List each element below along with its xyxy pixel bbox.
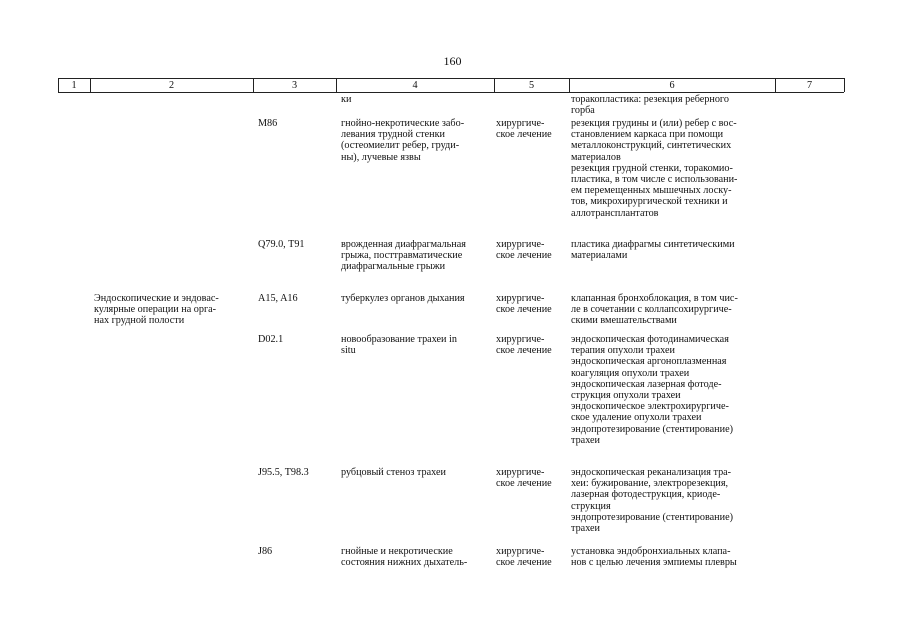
column-header-3: 3	[291, 80, 298, 91]
text-line: резекция грудины и (или) ребер с вос-	[571, 118, 737, 129]
text-line: струкция опухоли трахеи	[571, 390, 681, 402]
text-line: ское лечение	[496, 345, 552, 357]
column-header-1: 1	[71, 80, 77, 91]
text-line: (остеомиелит ребер, груди-	[341, 140, 460, 152]
text-line: ки	[341, 94, 352, 105]
disease-a15	[341, 293, 491, 304]
text-line: струкция	[571, 500, 611, 512]
text-line: ское лечение	[496, 557, 552, 569]
text-line: ское лечение	[496, 129, 552, 141]
col-border	[844, 78, 845, 92]
text-line: ское лечение	[496, 250, 552, 262]
text-line: металлоконструкций, синтетических	[571, 140, 732, 152]
method-m86	[571, 118, 772, 219]
text-line: эндоскопическая реканализация тра-	[571, 467, 732, 478]
text-line: горба	[571, 105, 595, 117]
text-line: эндоскопическая аргоноплазменная	[571, 356, 727, 368]
text-line: новообразование трахеи in	[341, 334, 457, 345]
disease-m86	[341, 118, 491, 163]
text-line: ле в сочетании с коллапсохирургиче-	[571, 304, 732, 316]
text-line: ское лечение	[496, 478, 552, 490]
cont-disease	[341, 94, 491, 105]
code-d02: D02.1	[258, 334, 284, 345]
treatment-j95	[496, 467, 552, 489]
treatment-m86	[496, 118, 552, 140]
column-header-7: 7	[806, 80, 813, 91]
text-line: резекция грудной стенки, торакомио-	[571, 162, 733, 174]
text-line: клапанная бронхоблокация, в том чис-	[571, 293, 738, 304]
code-a15: A15, A16	[258, 293, 298, 304]
text-line: хирургиче-	[496, 239, 545, 250]
code-m86: M86	[258, 118, 278, 129]
text-line: ское удаление опухоли трахеи	[571, 412, 702, 424]
text-line: хеи: бужирование, электрорезекция,	[571, 478, 729, 490]
text-line: рубцовый стеноз трахеи	[341, 467, 446, 478]
method-j86	[571, 546, 772, 568]
disease-q79	[341, 239, 491, 273]
method-d02	[571, 334, 772, 446]
text-line: гнойные и некротические	[341, 546, 453, 557]
column-header-2: 2	[168, 80, 175, 91]
text-line: хирургиче-	[496, 334, 545, 345]
text-line: тов, микрохирургической техники и	[571, 196, 728, 208]
column-header-6: 6	[669, 80, 675, 91]
text-line: становлением каркаса при помощи	[571, 129, 724, 141]
text-line: пластика, в том числе с использовани-	[571, 174, 738, 186]
text-line: врожденная диафрагмальная	[341, 239, 466, 250]
text-line: лазерная фотодеструкция, криоде-	[571, 489, 721, 501]
method-q79	[571, 239, 772, 261]
text-line: туберкулез органов дыхания	[341, 293, 465, 304]
text-line: Эндоскопические и эндовас-	[94, 293, 219, 304]
treatment-q79	[496, 239, 552, 261]
text-line: ны), лучевые язвы	[341, 151, 421, 163]
text-line: диафрагмальные грыжи	[341, 261, 446, 273]
code-q79: Q79.0, T91	[258, 239, 305, 250]
treatment-d02	[496, 334, 552, 356]
text-line: терапия опухоли трахеи	[571, 345, 675, 357]
text-line: аллотрансплантатов	[571, 207, 659, 219]
cont-method	[571, 94, 772, 116]
disease-j86	[341, 546, 491, 568]
treatment-a15	[496, 293, 552, 315]
page-number: 160	[443, 54, 462, 68]
table-header-rule	[58, 92, 844, 93]
text-line: ем перемещенных мышечных лоску-	[571, 185, 732, 197]
text-line: материалами	[571, 250, 628, 262]
text-line: пластика диафрагмы синтетическими	[571, 239, 735, 250]
code-j86: J86	[258, 546, 273, 557]
text-line: левания трудной стенки	[341, 129, 446, 141]
text-line: состояния нижних дыхатель-	[341, 557, 468, 569]
text-line: situ	[341, 345, 356, 357]
text-line: трахеи	[571, 434, 601, 446]
column-header-5: 5	[528, 80, 535, 91]
text-line: эндоскопическая фотодинамическая	[571, 334, 729, 345]
column-header-4: 4	[412, 80, 418, 91]
text-line: хирургиче-	[496, 293, 545, 304]
table-top-rule	[58, 78, 844, 79]
text-line: нов с целью лечения эмпиемы плевры	[571, 557, 737, 569]
text-line: хирургиче-	[496, 118, 545, 129]
section-title	[94, 293, 250, 327]
text-line: грыжа, посттравматические	[341, 250, 463, 262]
text-line: нах грудной полости	[94, 315, 185, 327]
text-line: эндоскопическое электрохирургиче-	[571, 401, 729, 413]
text-line: скими вмешательствами	[571, 315, 677, 327]
text-line: эндопротезирование (стентирование)	[571, 511, 733, 523]
text-line: трахеи	[571, 523, 601, 535]
method-j95	[571, 467, 772, 534]
text-line: гнойно-некротические забо-	[341, 118, 465, 129]
text-line: материалов	[571, 151, 621, 163]
text-line: коагуляция опухоли трахеи	[571, 367, 690, 379]
text-line: кулярные операции на орга-	[94, 304, 217, 316]
disease-d02	[341, 334, 491, 356]
text-line: ское лечение	[496, 304, 552, 316]
text-line: хирургиче-	[496, 467, 545, 478]
text-line: хирургиче-	[496, 546, 545, 557]
text-line: эндоскопическая лазерная фотоде-	[571, 378, 722, 390]
text-line: эндопротезирование (стентирование)	[571, 423, 733, 435]
method-a15	[571, 293, 772, 327]
text-line: торакопластика: резекция реберного	[571, 94, 729, 105]
treatment-j86	[496, 546, 552, 568]
code-j95: J95.5, T98.3	[258, 467, 309, 478]
disease-j95	[341, 467, 491, 478]
text-line: установка эндобронхиальных клапа-	[571, 546, 731, 557]
